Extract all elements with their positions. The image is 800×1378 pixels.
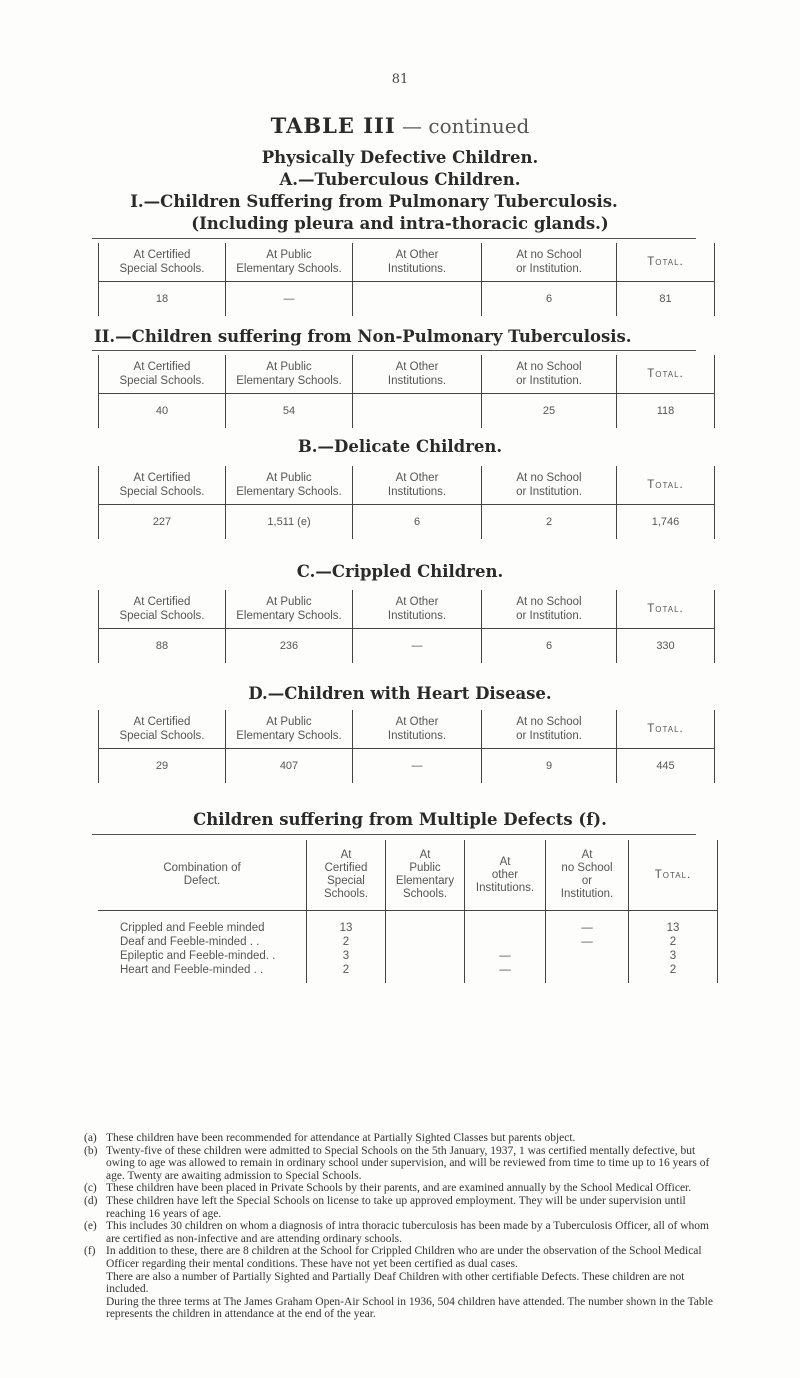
table-row — [99, 282, 715, 317]
table-cell: — — [546, 935, 629, 949]
table-cell: 1,511 (e) — [226, 505, 353, 540]
table-row — [98, 911, 718, 936]
footnote-mark: (c) — [84, 1182, 97, 1195]
footnote — [84, 1245, 724, 1321]
col-header-other: At Other Institutions. — [387, 472, 447, 498]
col-header-other: At other Institutions. — [475, 855, 535, 894]
table-cell: 227 — [99, 505, 226, 540]
footnote-text: These children have left the Special Schools on license to take up approved employment. They will be under supervision until reaching 16 years of age. — [106, 1194, 686, 1220]
table-cell: 40 — [99, 394, 226, 429]
footnote-text: In addition to these, there are 8 children at the School for Crippled Children who are under the observation of the School Medical Officer regarding their mental conditions. These have not yet been certified as dual cases. — [106, 1245, 702, 1270]
table-cell: 54 — [226, 394, 353, 429]
table-header-row — [99, 355, 715, 394]
footnote-text: These children have been placed in Private Schools by their parents, and are examined annually by the School Medical Officer. — [106, 1182, 692, 1195]
table-title-continued: continued — [428, 114, 530, 138]
footnote-mark: (b) — [84, 1144, 98, 1157]
col-header-public: At Public Elementary Schools. — [236, 249, 342, 275]
footnote — [84, 1132, 724, 1145]
table-cell: 118 — [617, 394, 715, 429]
col-header-combination: Combination of Defect. — [163, 862, 241, 887]
col-header-total: Total. — [647, 603, 684, 615]
table-cell: 88 — [99, 629, 226, 664]
footnote-mark: (d) — [84, 1194, 98, 1207]
col-header-no-school: At no School or Institution. — [516, 361, 582, 387]
row-label: Deaf and Feeble-minded . . — [120, 935, 260, 948]
footnote-mark: (f) — [84, 1245, 96, 1258]
table-cell: — — [465, 949, 546, 963]
table-cell: — — [353, 749, 482, 784]
col-header-total: Total. — [647, 368, 684, 380]
col-header-no-school: At no School or Institution. — [560, 849, 614, 900]
table-cell: 2 — [629, 935, 718, 949]
table-cell: 1,746 — [617, 505, 715, 540]
table-cell: 6 — [353, 505, 482, 540]
table-cell: — — [465, 963, 546, 983]
table-cell — [386, 963, 465, 983]
table-cell: 2 — [482, 505, 617, 540]
table-pulmonary — [98, 243, 715, 316]
table-delicate — [98, 466, 715, 539]
table-cell: 81 — [617, 282, 715, 317]
col-header-other: At Other Institutions. — [387, 361, 447, 387]
table-row — [99, 749, 715, 784]
footnotes — [84, 1132, 724, 1321]
col-header-public: At Public Elementary Schools. — [395, 849, 455, 900]
row-label: Epileptic and Feeble-minded. . — [120, 949, 276, 962]
table-cell: 3 — [629, 949, 718, 963]
section-title-crippled: C.—Crippled Children. — [296, 562, 504, 581]
heading-pulmonary: I.—Children Suffering from Pulmonary Tuberculosis. — [130, 192, 618, 211]
footnote-text: Twenty-five of these children were admitted to Special Schools on the 5th January, 1937, 1 was certified mentally defective, but owing to age was allowed to remain in ordinary school under supervision, and will be reviewed from time to time up to 16 years of age. Twenty are awaiting admission to Special Schools. — [106, 1144, 710, 1182]
table-cell — [386, 949, 465, 963]
rule — [92, 238, 696, 239]
table-header-row — [99, 590, 715, 629]
table-cell: 13 — [629, 911, 718, 936]
table-title-main: TABLE III — [270, 113, 396, 138]
table-cell: 6 — [482, 629, 617, 664]
table-heart — [98, 710, 715, 783]
row-label: Heart and Feeble-minded . . — [120, 963, 264, 976]
footnote — [84, 1182, 724, 1195]
col-header-certified: At Certified Special Schools. — [119, 716, 205, 742]
table-cell — [546, 949, 629, 963]
table-crippled — [98, 590, 715, 663]
row-label: Crippled and Feeble minded — [120, 921, 265, 934]
col-header-public: At Public Elementary Schools. — [236, 716, 342, 742]
footnote — [84, 1220, 724, 1245]
rule — [92, 834, 696, 835]
table-title-dash: — — [395, 114, 429, 138]
col-header-public: At Public Elementary Schools. — [236, 596, 342, 622]
table-cell — [546, 963, 629, 983]
table-header-row — [98, 840, 718, 911]
table-cell — [353, 394, 482, 429]
table-cell — [386, 935, 465, 949]
table-cell — [386, 911, 465, 936]
table-header-row — [99, 710, 715, 749]
col-header-no-school: At no School or Institution. — [516, 596, 582, 622]
col-header-other: At Other Institutions. — [387, 249, 447, 275]
table-row — [99, 629, 715, 664]
table-cell: 445 — [617, 749, 715, 784]
table-cell: 6 — [482, 282, 617, 317]
col-header-certified: At Certified Special Schools. — [119, 361, 205, 387]
table-cell: 9 — [482, 749, 617, 784]
col-header-certified: At Certified Special Schools. — [119, 596, 205, 622]
footnote-text: During the three terms at The James Graham Open-Air School in 1936, 504 children have attended. The number shown in the Table represents the children in attendance at the end of the year. — [106, 1295, 713, 1321]
table-cell: — — [353, 629, 482, 664]
table-cell — [465, 911, 546, 936]
table-cell: 29 — [99, 749, 226, 784]
footnote-text: There are also a number of Partially Sighted and Partially Deaf Children with other certifiable Defects. These children are not included. — [106, 1270, 685, 1296]
table-cell — [353, 282, 482, 317]
table-cell: 407 — [226, 749, 353, 784]
table-multiple-defects — [98, 840, 718, 983]
heading-tuberculous: A.—Tuberculous Children. — [279, 170, 521, 189]
col-header-public: At Public Elementary Schools. — [236, 361, 342, 387]
section-title-non-pulmonary: II.—Children suffering from Non-Pulmonary Tuberculosis. — [94, 327, 632, 346]
table-row — [98, 935, 718, 949]
col-header-other: At Other Institutions. — [387, 716, 447, 742]
table-cell: 330 — [617, 629, 715, 664]
col-header-public: At Public Elementary Schools. — [236, 472, 342, 498]
table-cell: 18 — [99, 282, 226, 317]
col-header-no-school: At no School or Institution. — [516, 716, 582, 742]
section-title-multiple: Children suffering from Multiple Defects (f). — [193, 810, 607, 829]
col-header-certified: At Certified Special Schools. — [323, 849, 369, 900]
footnote-mark: (a) — [84, 1132, 97, 1144]
table-cell: — — [546, 911, 629, 936]
table-row — [98, 949, 718, 963]
heading-including: (Including pleura and intra-thoracic glands.) — [191, 214, 609, 233]
table-cell: 2 — [307, 963, 386, 983]
table-header-row — [99, 466, 715, 505]
table-cell: 2 — [307, 935, 386, 949]
footnote — [84, 1145, 724, 1183]
footnote — [84, 1195, 724, 1220]
table-cell — [465, 935, 546, 949]
section-title-delicate: B.—Delicate Children. — [297, 437, 503, 456]
table-header-row — [99, 243, 715, 282]
section-title-heart: D.—Children with Heart Disease. — [248, 684, 552, 703]
table-cell: 236 — [226, 629, 353, 664]
rule — [92, 350, 696, 351]
col-header-total: Total. — [654, 868, 692, 881]
col-header-no-school: At no School or Institution. — [516, 249, 582, 275]
col-header-other: At Other Institutions. — [387, 596, 447, 622]
table-cell: — — [226, 282, 353, 317]
page-number: 81 — [391, 72, 409, 87]
table-non-pulmonary — [98, 355, 715, 428]
table-cell: 2 — [629, 963, 718, 983]
col-header-certified: At Certified Special Schools. — [119, 472, 205, 498]
col-header-certified: At Certified Special Schools. — [119, 249, 205, 275]
footnote-mark: (e) — [84, 1220, 97, 1233]
footnote-text: These children have been recommended for attendance at Partially Sighted Classes but parents object. — [106, 1132, 576, 1144]
col-header-total: Total. — [647, 479, 684, 491]
table-row — [99, 394, 715, 429]
table-cell: 25 — [482, 394, 617, 429]
table-row — [98, 963, 718, 983]
heading-physically-defective: Physically Defective Children. — [261, 148, 539, 167]
col-header-no-school: At no School or Institution. — [516, 472, 582, 498]
col-header-total: Total. — [647, 256, 684, 268]
table-cell: 3 — [307, 949, 386, 963]
col-header-total: Total. — [647, 723, 684, 735]
table-title — [0, 113, 800, 138]
table-row — [99, 505, 715, 540]
table-cell: 13 — [307, 911, 386, 936]
footnote-text: This includes 30 children on whom a diagnosis of intra thoracic tuberculosis has been made by a Tuberculosis Officer, all of whom are certified as non-infective and are attending ordinary schools. — [106, 1220, 709, 1245]
